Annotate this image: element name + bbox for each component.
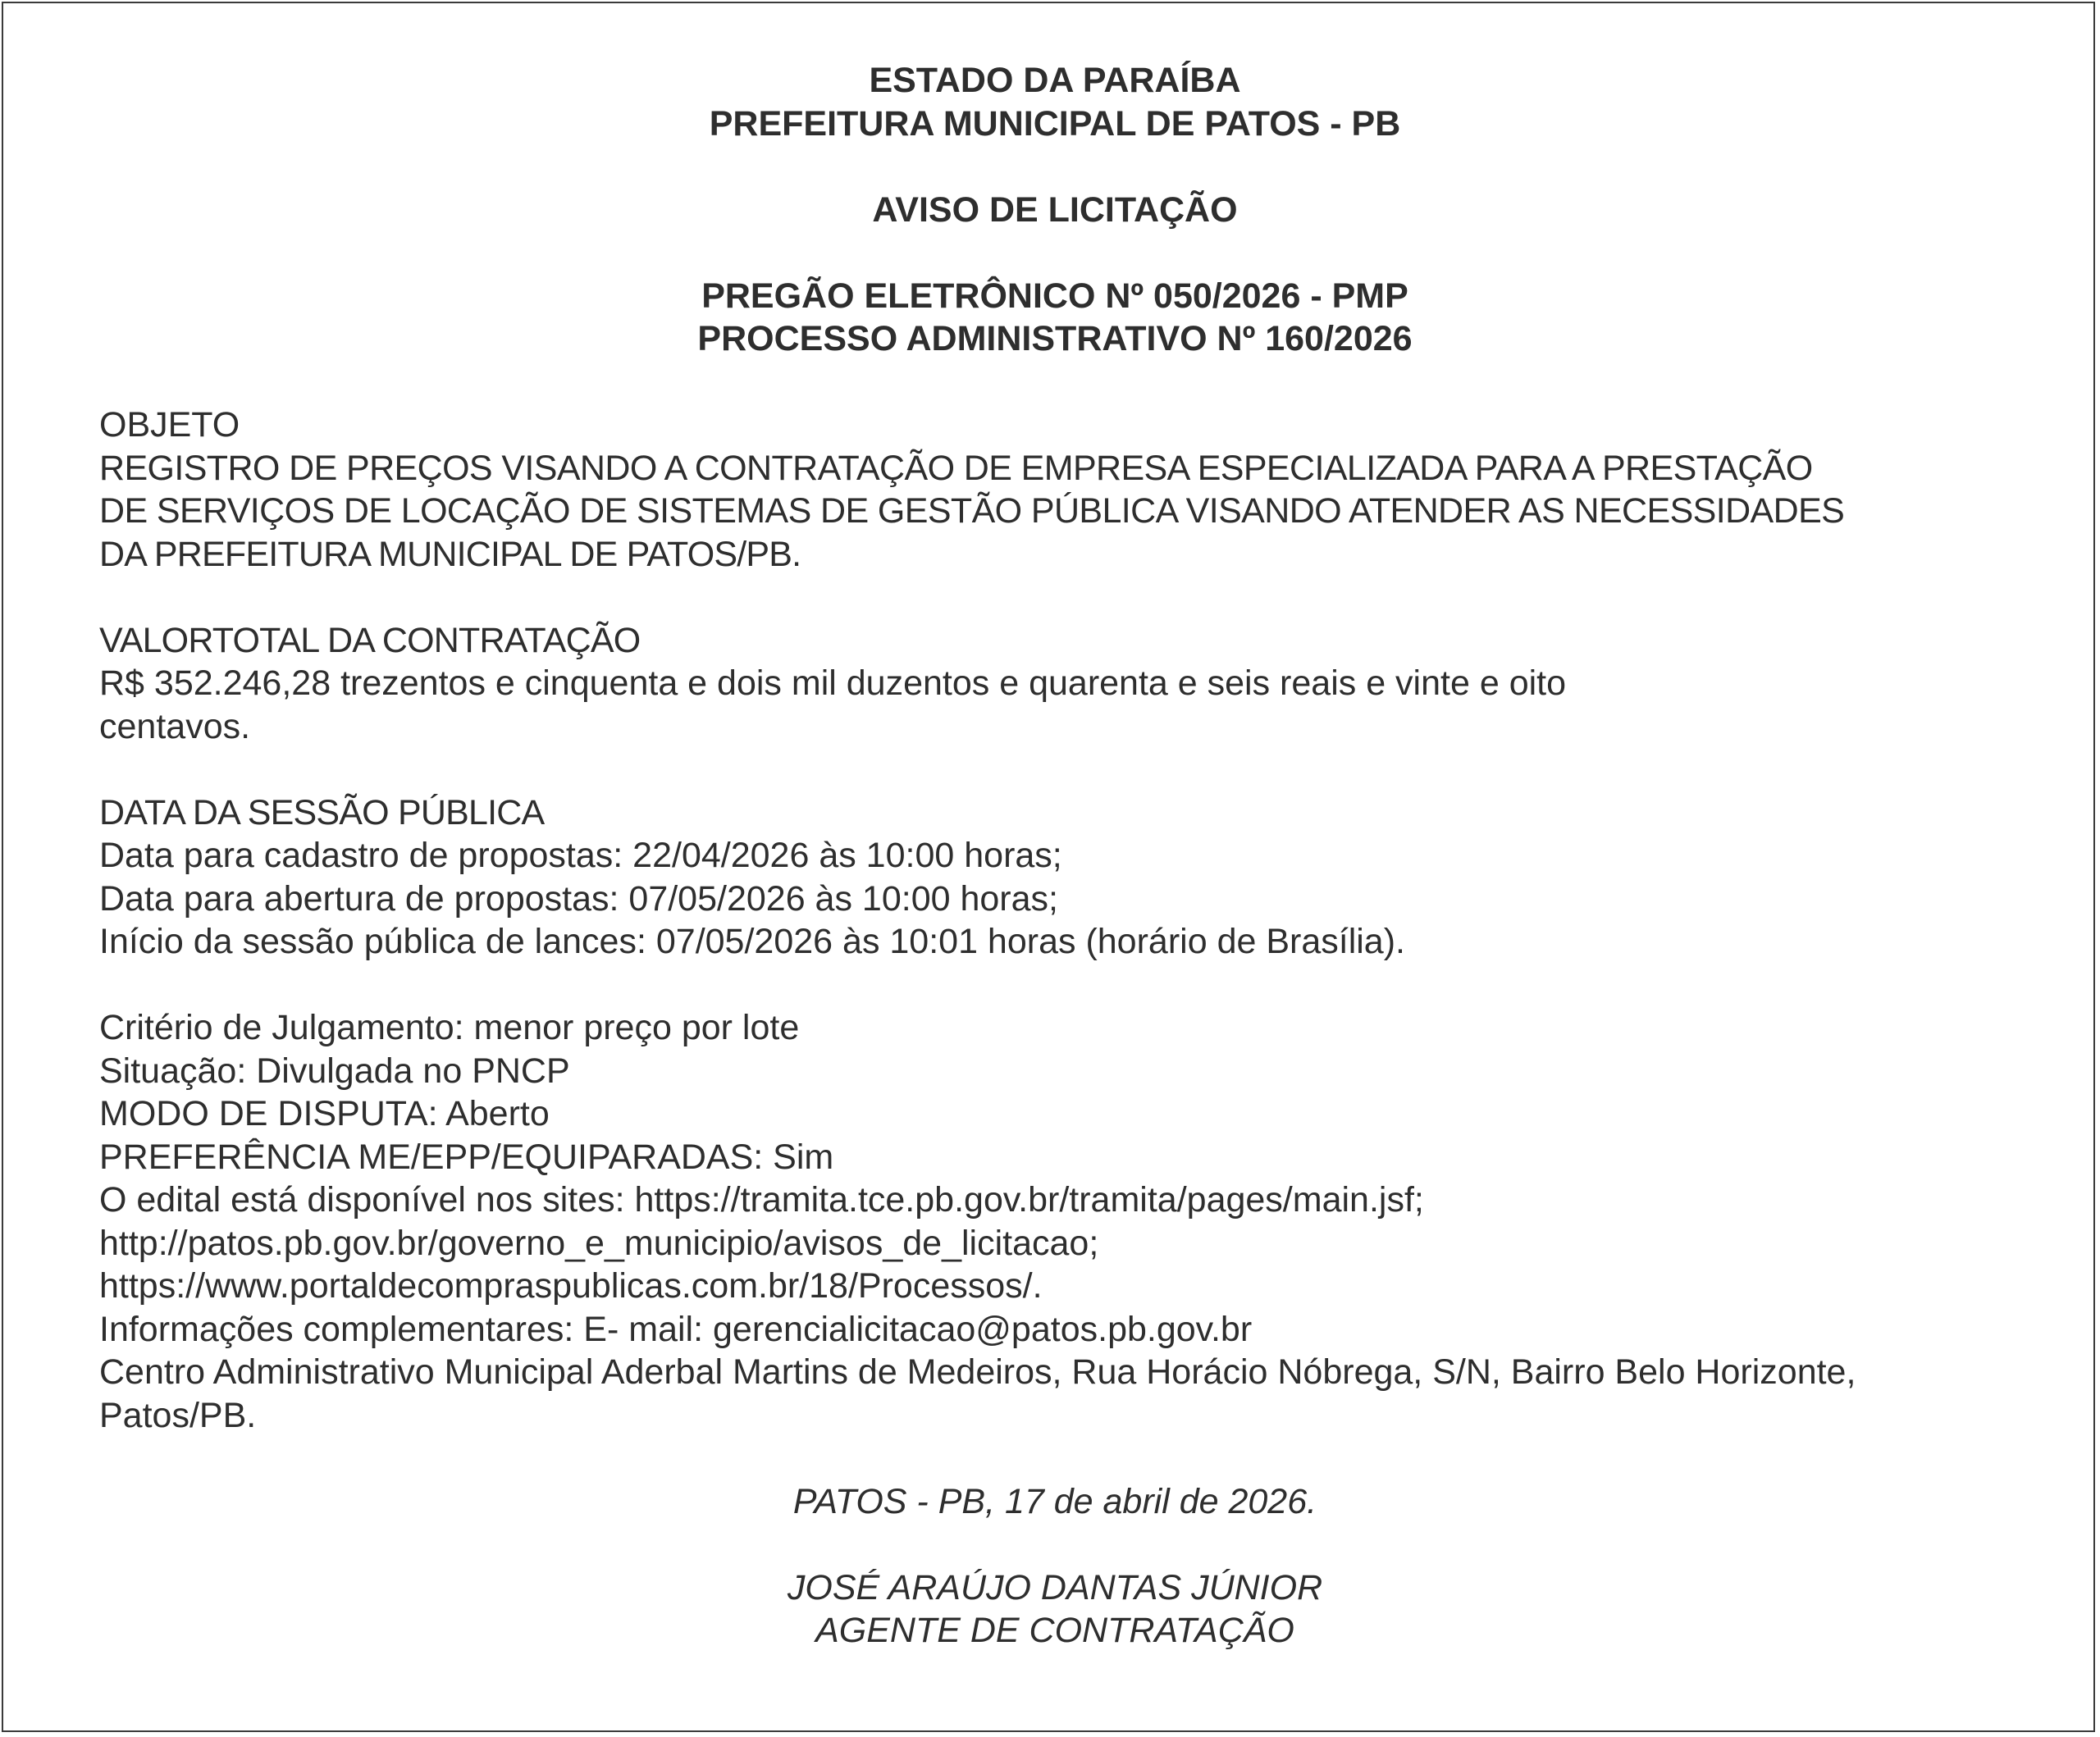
info-line: MODO DE DISPUTA: Aberto xyxy=(99,1094,550,1133)
objeto-line: REGISTRO DE PREÇOS VISANDO A CONTRATAÇÃO DE EMPRESA ESPECIALIZADA PARA A PRESTAÇÃO xyxy=(99,448,1813,488)
notice-header xyxy=(99,59,2011,361)
info-line: https://www.portaldecompraspublicas.com.br/18/Processos/. xyxy=(99,1266,1043,1306)
document-frame xyxy=(2,2,2095,1732)
sessao-line: Data para cadastro de propostas: 22/04/2026 às 10:00 horas; xyxy=(99,836,1062,875)
notice-title: AVISO DE LICITAÇÃO xyxy=(872,189,1238,230)
state-name: ESTADO DA PARAÍBA xyxy=(869,61,1241,100)
sessao-line: Data para abertura de propostas: 07/05/2026 às 10:00 horas; xyxy=(99,878,1058,919)
info-line: Critério de Julgamento: menor preço por lote xyxy=(99,1008,800,1047)
prefecture-name: PREFEITURA MUNICIPAL DE PATOS - PB xyxy=(709,103,1401,144)
signer-name: JOSÉ ARAÚJO DANTAS JÚNIOR xyxy=(787,1567,1323,1607)
objeto-heading: OBJETO xyxy=(99,405,240,445)
processo-number: PROCESSO ADMINISTRATIVO Nº 160/2026 xyxy=(697,319,1413,358)
notice-footer xyxy=(99,1480,2011,1653)
valor-line: centavos. xyxy=(99,706,251,746)
valor-section xyxy=(99,619,2011,749)
info-line: http://patos.pb.gov.br/governo_e_municipio/avisos_de_licitacao; xyxy=(99,1223,1099,1263)
info-line: Patos/PB. xyxy=(99,1395,257,1435)
info-line: PREFERÊNCIA ME/EPP/EQUIPARADAS: Sim xyxy=(99,1137,834,1177)
valor-line: R$ 352.246,28 trezentos e cinquenta e dois mil duzentos e quarenta e seis reais e vinte e oito xyxy=(99,663,1567,703)
notice-document xyxy=(99,59,2011,1653)
sessao-heading: DATA DA SESSÃO PÚBLICA xyxy=(99,792,545,832)
place-date: PATOS - PB, 17 de abril de 2026. xyxy=(792,1481,1317,1521)
info-line: Situação: Divulgada no PNCP xyxy=(99,1051,570,1091)
info-line: Informações complementares: E- mail: gerencialicitacao@patos.pb.gov.br xyxy=(99,1309,1253,1349)
objeto-section xyxy=(99,403,2011,576)
info-line: O edital está disponível nos sites: https://tramita.tce.pb.gov.br/tramita/pages/main.jsf; xyxy=(99,1180,1424,1220)
pregao-number: PREGÃO ELETRÔNICO Nº 050/2026 - PMP xyxy=(701,276,1408,316)
signer-role: AGENTE DE CONTRATAÇÃO xyxy=(815,1611,1294,1650)
sessao-section xyxy=(99,791,2011,964)
info-section xyxy=(99,1006,2011,1437)
objeto-line: DA PREFEITURA MUNICIPAL DE PATOS/PB. xyxy=(99,534,801,574)
valor-heading: VALORTOTAL DA CONTRATAÇÃO xyxy=(99,620,641,660)
objeto-line: DE SERVIÇOS DE LOCAÇÃO DE SISTEMAS DE GESTÃO PÚBLICA VISANDO ATENDER AS NECESSIDADES xyxy=(99,491,1845,531)
sessao-line: Início da sessão pública de lances: 07/05/2026 às 10:01 horas (horário de Brasília). xyxy=(99,922,1405,961)
info-line: Centro Administrativo Municipal Aderbal Martins de Medeiros, Rua Horácio Nóbrega, S/N, Bairro Belo Horizonte, xyxy=(99,1352,1856,1392)
